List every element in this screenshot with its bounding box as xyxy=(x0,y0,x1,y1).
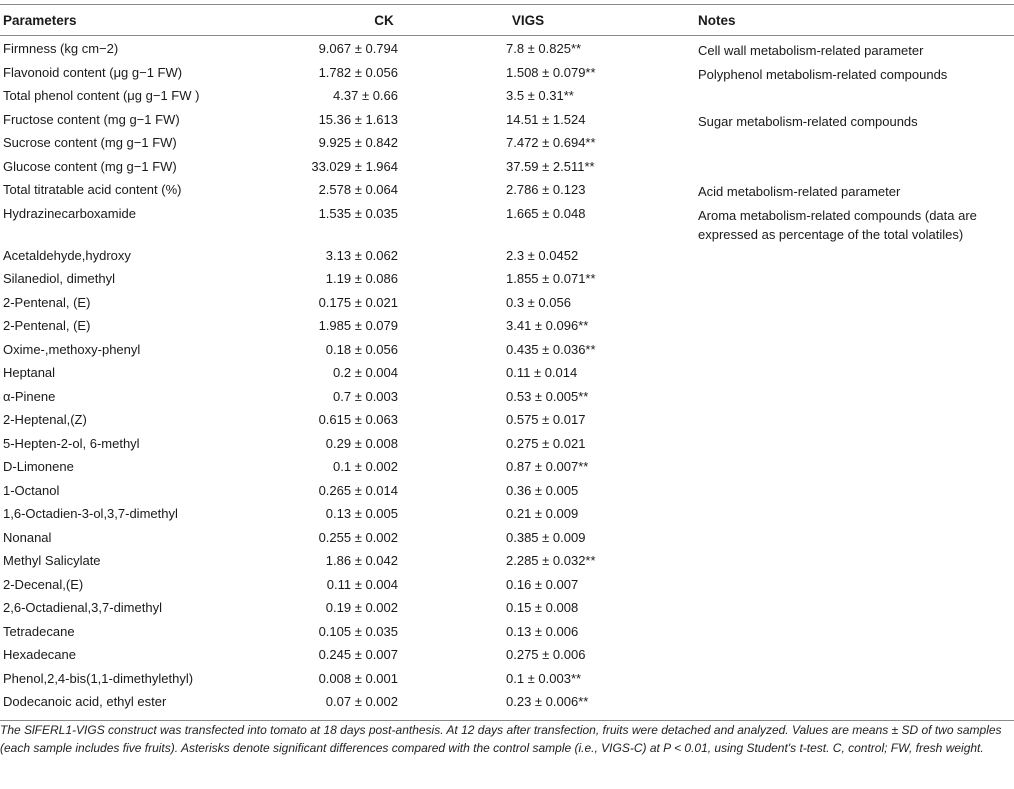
cell-parameter: Nonanal xyxy=(3,529,52,545)
cell-notes xyxy=(598,694,1014,720)
cell-vigs: 0.11 ± 0.014 xyxy=(506,365,578,380)
cell-ck: 0.11 ± 0.004 xyxy=(326,576,398,592)
cell-notes: Polyphenol metabolism-related compounds xyxy=(698,66,948,82)
cell-ck: 0.245 ± 0.007 xyxy=(318,647,398,662)
cell-notes: Aroma metabolism-related compounds (data are expressed as percentage of the total volatiles) xyxy=(698,207,977,242)
cell-ck: 1.19 ± 0.086 xyxy=(325,271,398,286)
table-body xyxy=(0,36,1014,721)
table-row xyxy=(0,483,1014,507)
cell-notes: Cell wall metabolism-related parameter xyxy=(698,43,924,58)
cell-notes xyxy=(598,271,1014,295)
cell-notes xyxy=(598,295,1014,319)
cell-notes xyxy=(598,389,1014,413)
cell-vigs: 0.13 ± 0.006 xyxy=(506,623,579,639)
cell-vigs: 0.275 ± 0.006 xyxy=(506,647,586,662)
cell-ck: 15.36 ± 1.613 xyxy=(318,111,398,127)
cell-parameter: Total titratable acid content (%) xyxy=(3,182,182,197)
cell-ck: 0.29 ± 0.008 xyxy=(325,435,398,451)
header-parameters: Parameters xyxy=(0,5,250,36)
cell-ck: 0.105 ± 0.035 xyxy=(318,623,398,639)
cell-parameter: Heptanal xyxy=(3,365,56,380)
cell-notes: Sugar metabolism-related compounds xyxy=(698,113,918,129)
cell-vigs: 3.41 ± 0.096** xyxy=(506,318,589,333)
table-row xyxy=(0,647,1014,671)
cell-parameter: Hexadecane xyxy=(3,647,76,662)
table-row xyxy=(0,342,1014,366)
table-row xyxy=(0,577,1014,601)
cell-notes xyxy=(598,483,1014,507)
header-row xyxy=(0,5,1014,36)
cell-ck: 2.578 ± 0.064 xyxy=(318,182,398,197)
table-row xyxy=(0,271,1014,295)
table-row xyxy=(0,671,1014,695)
cell-ck: 0.175 ± 0.021 xyxy=(318,294,398,310)
table-row xyxy=(0,389,1014,413)
header-vigs: VIGS xyxy=(398,5,598,36)
table-row xyxy=(0,88,1014,112)
table-row xyxy=(0,206,1014,248)
cell-notes xyxy=(598,647,1014,671)
table-row xyxy=(0,506,1014,530)
cell-parameter: 1-Octanol xyxy=(3,482,60,498)
cell-ck: 1.535 ± 0.035 xyxy=(318,205,398,221)
cell-parameter: Sucrose content (mg g−1 FW) xyxy=(3,135,177,150)
cell-vigs: 0.1 ± 0.003** xyxy=(506,670,582,686)
cell-vigs: 0.36 ± 0.005 xyxy=(506,482,579,498)
cell-notes xyxy=(598,671,1014,695)
cell-vigs: 1.855 ± 0.071** xyxy=(506,271,596,286)
cell-parameter: Silanediol, dimethyl xyxy=(3,271,116,286)
cell-notes: Acid metabolism-related parameter xyxy=(698,184,901,199)
cell-parameter: Firmness (kg cm−2) xyxy=(3,41,119,56)
header-ck: CK xyxy=(250,5,398,36)
cell-ck: 0.255 ± 0.002 xyxy=(318,529,398,545)
cell-parameter: Acetaldehyde,hydroxy xyxy=(3,247,131,263)
cell-notes xyxy=(598,530,1014,554)
cell-parameter: Oxime-,methoxy-phenyl xyxy=(3,341,141,357)
cell-parameter: Tetradecane xyxy=(3,623,75,639)
cell-notes xyxy=(598,459,1014,483)
cell-ck: 0.265 ± 0.014 xyxy=(318,482,398,498)
cell-ck: 0.18 ± 0.056 xyxy=(325,341,398,357)
cell-parameter: Fructose content (mg g−1 FW) xyxy=(3,111,180,127)
table-row xyxy=(0,365,1014,389)
table-row xyxy=(0,112,1014,136)
cell-ck: 0.1 ± 0.002 xyxy=(333,459,398,474)
cell-parameter: 5-Hepten-2-ol, 6-methyl xyxy=(3,435,140,451)
cell-vigs: 7.472 ± 0.694** xyxy=(506,135,596,150)
cell-parameter: Total phenol content (μg g−1 FW ) xyxy=(3,88,200,103)
cell-notes xyxy=(598,436,1014,460)
table-row xyxy=(0,624,1014,648)
cell-vigs: 0.385 ± 0.009 xyxy=(506,529,586,545)
cell-ck: 0.7 ± 0.003 xyxy=(333,388,398,404)
cell-vigs: 1.508 ± 0.079** xyxy=(506,64,596,80)
table-row xyxy=(0,36,1014,65)
table-row xyxy=(0,694,1014,720)
cell-parameter: 2-Heptenal,(Z) xyxy=(3,412,87,427)
table-row xyxy=(0,295,1014,319)
cell-vigs: 14.51 ± 1.524 xyxy=(506,111,586,127)
cell-vigs: 0.275 ± 0.021 xyxy=(506,435,586,451)
table-footnote: The SlFERL1-VIGS construct was transfected into tomato at 18 days post-anthesis. At 12 days after transfection, fruits were detached and analyzed. Values are means ± SD of two samples (each sample includes five fruits). Asterisks denote significant differences compared with the control sample (i.e., VIGS-C) at P < 0.01, using Student's t-test. C, control; FW, fresh weight. xyxy=(0,723,1002,755)
cell-parameter: 2-Pentenal, (E) xyxy=(3,294,91,310)
cell-vigs: 0.21 ± 0.009 xyxy=(506,506,579,521)
cell-ck: 0.13 ± 0.005 xyxy=(325,506,398,521)
cell-vigs: 2.3 ± 0.0452 xyxy=(506,247,579,263)
cell-ck: 0.07 ± 0.002 xyxy=(325,694,398,709)
table-row xyxy=(0,412,1014,436)
cell-ck: 0.19 ± 0.002 xyxy=(325,600,398,615)
cell-notes xyxy=(598,624,1014,648)
cell-notes xyxy=(598,135,1014,159)
cell-parameter: Glucose content (mg g−1 FW) xyxy=(3,158,177,174)
cell-parameter: 1,6-Octadien-3-ol,3,7-dimethyl xyxy=(3,506,178,521)
cell-notes xyxy=(598,248,1014,272)
table-row xyxy=(0,436,1014,460)
cell-vigs: 0.16 ± 0.007 xyxy=(506,576,579,592)
cell-parameter: 2,6-Octadienal,3,7-dimethyl xyxy=(3,600,162,615)
cell-notes xyxy=(598,600,1014,624)
cell-vigs: 0.87 ± 0.007** xyxy=(506,459,589,474)
table-row xyxy=(0,182,1014,206)
cell-notes xyxy=(598,553,1014,577)
table-row xyxy=(0,318,1014,342)
cell-parameter: Dodecanoic acid, ethyl ester xyxy=(3,694,167,709)
cell-ck: 0.2 ± 0.004 xyxy=(333,365,398,380)
cell-ck: 1.86 ± 0.042 xyxy=(325,553,398,568)
cell-vigs: 0.435 ± 0.036** xyxy=(506,341,596,357)
cell-notes xyxy=(598,412,1014,436)
cell-ck: 1.782 ± 0.056 xyxy=(318,64,398,80)
cell-notes xyxy=(598,365,1014,389)
table-row xyxy=(0,65,1014,89)
cell-vigs: 37.59 ± 2.511** xyxy=(506,158,595,174)
cell-parameter: 2-Pentenal, (E) xyxy=(3,318,91,333)
cell-notes xyxy=(598,342,1014,366)
cell-vigs: 0.23 ± 0.006** xyxy=(506,694,589,709)
table-row xyxy=(0,530,1014,554)
cell-parameter: D-Limonene xyxy=(3,459,74,474)
cell-ck: 9.925 ± 0.842 xyxy=(318,135,398,150)
table-row xyxy=(0,135,1014,159)
cell-parameter: α-Pinene xyxy=(3,388,56,404)
cell-notes xyxy=(598,88,1014,112)
cell-parameter: Flavonoid content (μg g−1 FW) xyxy=(3,64,183,80)
cell-parameter: Phenol,2,4-bis(1,1-dimethylethyl) xyxy=(3,670,194,686)
cell-parameter: Methyl Salicylate xyxy=(3,553,101,568)
header-notes: Notes xyxy=(598,5,1014,36)
cell-ck: 9.067 ± 0.794 xyxy=(318,41,398,56)
cell-vigs: 2.786 ± 0.123 xyxy=(506,182,586,197)
table-row xyxy=(0,159,1014,183)
table-row xyxy=(0,459,1014,483)
cell-ck: 0.008 ± 0.001 xyxy=(318,670,398,686)
cell-notes xyxy=(598,577,1014,601)
cell-vigs: 3.5 ± 0.31** xyxy=(506,88,574,103)
cell-vigs: 0.575 ± 0.017 xyxy=(506,412,586,427)
cell-vigs: 0.53 ± 0.005** xyxy=(506,388,589,404)
cell-parameter: Hydrazinecarboxamide xyxy=(3,205,136,221)
cell-notes xyxy=(598,506,1014,530)
results-table xyxy=(0,4,1014,721)
cell-ck: 0.615 ± 0.063 xyxy=(318,412,398,427)
cell-ck: 33.029 ± 1.964 xyxy=(311,158,398,174)
cell-notes xyxy=(598,318,1014,342)
cell-vigs: 1.665 ± 0.048 xyxy=(506,205,586,221)
table-row xyxy=(0,600,1014,624)
cell-notes xyxy=(598,159,1014,183)
table-row xyxy=(0,248,1014,272)
cell-parameter: 2-Decenal,(E) xyxy=(3,576,84,592)
cell-ck: 4.37 ± 0.66 xyxy=(333,88,398,103)
table-row xyxy=(0,553,1014,577)
cell-ck: 1.985 ± 0.079 xyxy=(318,318,398,333)
cell-vigs: 0.3 ± 0.056 xyxy=(506,294,571,310)
cell-ck: 3.13 ± 0.062 xyxy=(325,247,398,263)
cell-vigs: 2.285 ± 0.032** xyxy=(506,553,596,568)
cell-vigs: 0.15 ± 0.008 xyxy=(506,600,579,615)
cell-vigs: 7.8 ± 0.825** xyxy=(506,41,582,56)
